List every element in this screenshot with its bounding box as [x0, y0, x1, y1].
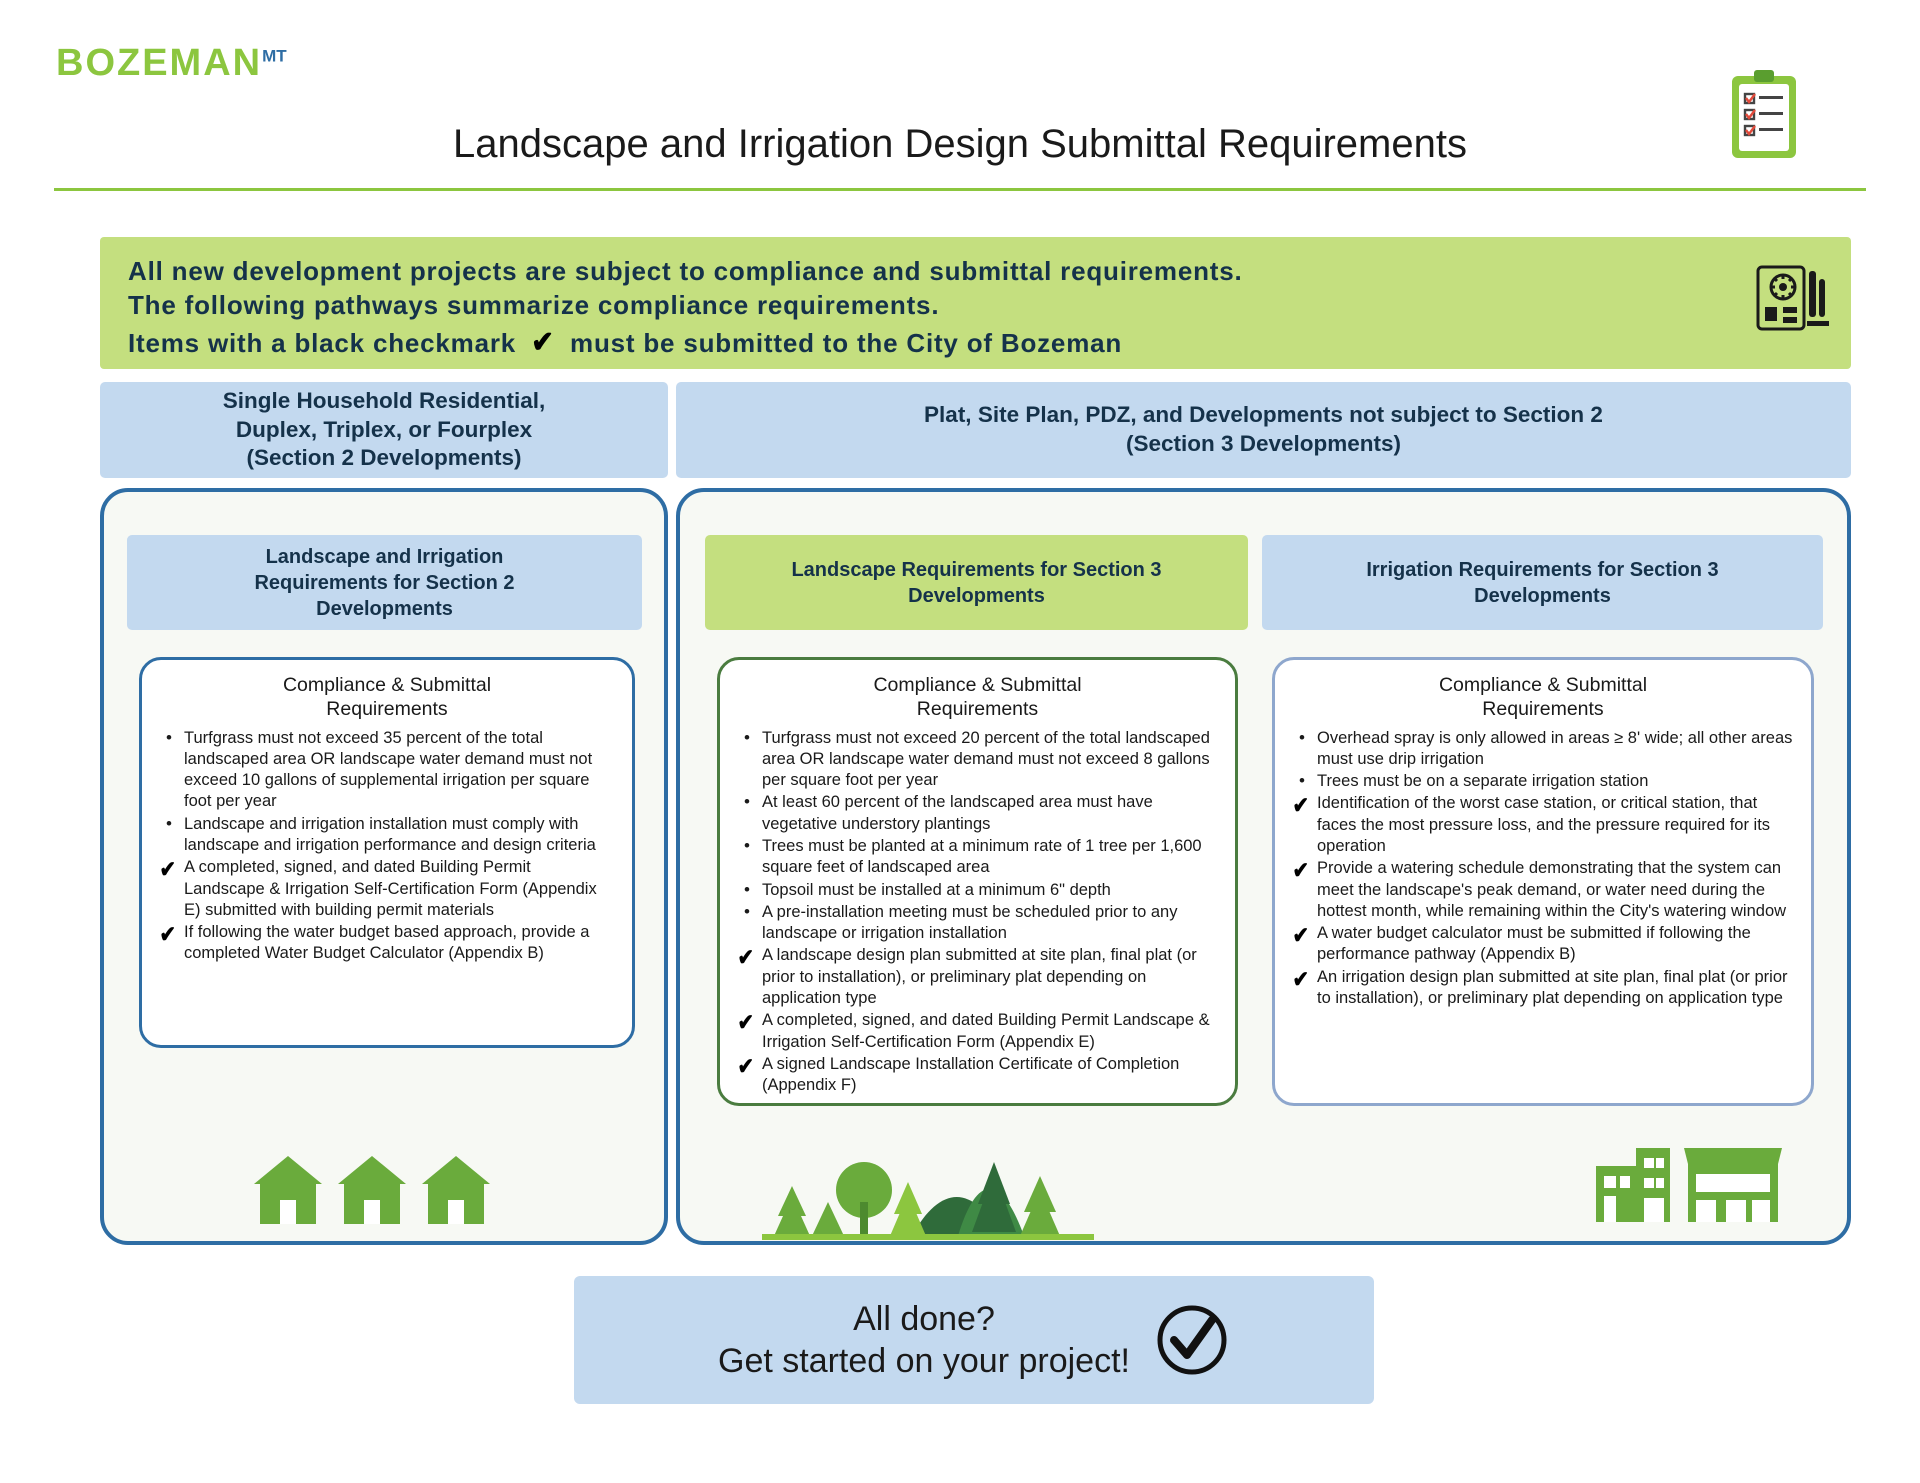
bullet-icon: • [1299, 727, 1305, 747]
bullet-icon: • [166, 727, 172, 747]
footer-line-2: Get started on your project! [718, 1342, 1130, 1380]
banner-checkmark-icon: ✔ [531, 325, 555, 359]
card-title-section2-line1: Compliance & Submittal [282, 674, 492, 696]
bullet-icon: • [744, 879, 750, 899]
requirement-section3-landscape-item [736, 902, 1219, 945]
card-title-section3-irrigation-line2: Requirements [1482, 697, 1604, 720]
card-title-section2 [158, 674, 616, 722]
circled-checkmark-icon [1154, 1302, 1230, 1378]
clipboard-checklist-icon [1728, 68, 1800, 162]
submittal-checkmark-icon: ✔ [1292, 965, 1309, 992]
column-header-section2 [100, 382, 668, 478]
column-header-section2-line1: Single Household Residential, [222, 387, 546, 413]
subheader-section3-landscape-line1: Landscape Requirements for Section 3 [791, 558, 1162, 581]
requirement-section3-landscape-item-text: A signed Landscape Installation Certificate of Completion (Appendix F) [762, 1054, 1180, 1095]
card-title-section3-irrigation-line1: Compliance & Submittal [1438, 674, 1648, 696]
requirement-section2-item [158, 728, 616, 813]
requirement-section3-landscape-item-text: Turfgrass must not exceed 20 percent of the total landscaped area OR landscape water demand must not exceed 8 gallons per square foot per year [762, 728, 1210, 790]
requirements-list-section3-landscape [736, 728, 1219, 1097]
page-title: Landscape and Irrigation Design Submittal Requirements [453, 122, 1467, 166]
submittal-checkmark-icon: ✔ [159, 856, 176, 883]
column-header-section2-line2: Duplex, Triplex, or Fourplex [235, 416, 533, 442]
column-header-section3-line2: (Section 3 Developments) [1125, 431, 1402, 456]
requirement-section2-item [158, 857, 616, 921]
three-houses-icon [248, 1150, 500, 1230]
requirement-section3-landscape-item-text: A landscape design plan submitted at site plan, final plat (or prior to installation), or preliminary plat depending on application type [762, 946, 1197, 1007]
card-title-section3-landscape [736, 674, 1219, 722]
requirement-section2-item-text: Landscape and irrigation installation must comply with landscape and irrigation performance and design criteria [184, 814, 596, 854]
bullet-icon: • [744, 727, 750, 747]
banner-line-3-before: Items with a black checkmark [128, 327, 517, 358]
header-divider [54, 188, 1866, 191]
requirement-section3-irrigation-item [1291, 771, 1795, 792]
card-title-section2-line2: Requirements [326, 697, 448, 720]
subheader-section2-landscape-irrigation [127, 535, 642, 630]
card-section3-irrigation-requirements [1272, 657, 1814, 1106]
footer-line-1: All done? [853, 1299, 995, 1338]
requirement-section2-item [158, 922, 616, 965]
submittal-checkmark-icon: ✔ [159, 921, 176, 948]
requirement-section3-landscape-item [736, 1010, 1219, 1053]
requirements-list-section2 [158, 728, 616, 965]
subheader-section2-line2: Requirements for Section 2 [254, 571, 515, 594]
requirement-section3-landscape-item-text: A completed, signed, and dated Building Permit Landscape & Irrigation Self-Certification Form (Appendix E) [762, 1011, 1210, 1051]
column-header-section3-line1: Plat, Site Plan, PDZ, and Developments not subject to Section 2 [924, 402, 1603, 428]
subheader-section3-irrigation [1262, 535, 1823, 630]
requirement-section2-item-text: A completed, signed, and dated Building Permit Landscape & Irrigation Self-Certification Form (Appendix E) submitted with building permit materials [184, 858, 597, 919]
requirement-section3-landscape-item-text: Topsoil must be installed at a minimum 6" depth [762, 880, 1111, 899]
card-section3-landscape-requirements [717, 657, 1238, 1106]
requirement-section3-landscape-item [736, 1054, 1219, 1097]
requirement-section3-irrigation-item-text: Trees must be on a separate irrigation station [1317, 772, 1649, 791]
submittal-checkmark-icon: ✔ [1292, 792, 1309, 819]
requirement-section3-landscape-item [736, 792, 1219, 835]
compliance-banner [100, 237, 1851, 369]
subheader-section2-line1: Landscape and Irrigation [265, 545, 504, 568]
requirement-section3-irrigation-item [1291, 967, 1795, 1010]
card-title-section3-irrigation [1291, 674, 1795, 722]
requirement-section3-landscape-item [736, 945, 1219, 1009]
banner-line-3 [128, 323, 1823, 363]
requirement-section3-irrigation-item-text: Provide a watering schedule demonstrating that the system can meet the landscape's peak demand, or water need during the hottest month, while remaining within the City's watering window [1317, 859, 1787, 920]
logo-superscript: MT [262, 46, 287, 66]
requirement-section3-landscape-item-text: A pre-installation meeting must be scheduled prior to any landscape or irrigation installation [762, 902, 1178, 943]
requirement-section3-irrigation-item-text: An irrigation design plan submitted at site plan, final plat (or prior to installation), or preliminary plat depending on application type [1317, 967, 1788, 1007]
banner-line-3-after: must be submitted to the City of Bozeman [570, 327, 1123, 358]
submittal-checkmark-icon: ✔ [737, 944, 754, 971]
bullet-icon: • [744, 792, 750, 812]
submittal-checkmark-icon: ✔ [737, 1052, 754, 1079]
bullet-icon: • [744, 901, 750, 921]
bozeman-logo [56, 42, 287, 85]
requirement-section3-irrigation-item [1291, 923, 1795, 966]
submittal-checkmark-icon: ✔ [737, 1009, 754, 1036]
card-title-section3-landscape-line2: Requirements [916, 697, 1039, 720]
requirement-section3-irrigation-item [1291, 858, 1795, 922]
requirement-section3-landscape-item-text: Trees must be planted at a minimum rate of 1 tree per 1,600 square feet of landscaped area [762, 836, 1202, 877]
bullet-icon: • [1299, 771, 1305, 791]
column-header-section3 [676, 382, 1851, 478]
bullet-icon: • [744, 835, 750, 855]
requirement-section3-irrigation-item-text: A water budget calculator must be submitted if following the performance pathway (Appendix B) [1317, 924, 1751, 964]
city-buildings-icon [1592, 1140, 1782, 1225]
banner-line-1: All new development projects are subject to compliance and submittal requirements. [128, 256, 1243, 286]
requirements-list-section3-irrigation [1291, 728, 1795, 1010]
card-title-section3-landscape-line1: Compliance & Submittal [873, 674, 1082, 696]
requirement-section3-landscape-item [736, 836, 1219, 879]
column-header-section2-line3: (Section 2 Developments) [246, 445, 522, 471]
requirement-section2-item [158, 814, 616, 857]
subheader-section3-irrigation-line2: Developments [1474, 584, 1611, 607]
subheader-section3-landscape-line2: Developments [908, 584, 1045, 607]
banner-line-2: The following pathways summarize compliance requirements. [128, 290, 940, 321]
bullet-icon: • [166, 813, 172, 833]
trees-landscape-icon [762, 1140, 1094, 1240]
requirement-section2-item-text: Turfgrass must not exceed 35 percent of the total landscaped area OR landscape water demand must not exceed 10 gallons of supplemental irrigation per square foot per year [184, 728, 593, 811]
subheader-section2-line3: Developments [316, 597, 453, 620]
requirement-section2-item-text: If following the water budget based approach, provide a completed Water Budget Calculator (Appendix B) [184, 923, 590, 963]
requirement-section3-irrigation-item [1291, 728, 1795, 771]
requirement-section3-landscape-item [736, 880, 1219, 901]
water-meter-tools-icon [1755, 261, 1829, 335]
subheader-section3-landscape [705, 535, 1248, 630]
requirement-section3-landscape-item [736, 728, 1219, 792]
submittal-checkmark-icon: ✔ [1292, 922, 1309, 949]
submittal-checkmark-icon: ✔ [1292, 857, 1309, 884]
footer-text [718, 1298, 1130, 1383]
card-section2-requirements [139, 657, 635, 1048]
requirement-section3-irrigation-item [1291, 793, 1795, 857]
requirement-section3-landscape-item-text: At least 60 percent of the landscaped area must have vegetative understory plantings [762, 793, 1153, 833]
footer-banner [574, 1276, 1374, 1404]
subheader-section3-irrigation-line1: Irrigation Requirements for Section 3 [1366, 558, 1719, 581]
logo-text: BOZEMAN [56, 42, 263, 84]
requirement-section3-irrigation-item-text: Identification of the worst case station, or critical station, that faces the most pressure loss, and the pressure required for its operation [1317, 794, 1771, 855]
requirement-section3-irrigation-item-text: Overhead spray is only allowed in areas ≥ 8' wide; all other areas must use drip irrigation [1317, 728, 1793, 768]
